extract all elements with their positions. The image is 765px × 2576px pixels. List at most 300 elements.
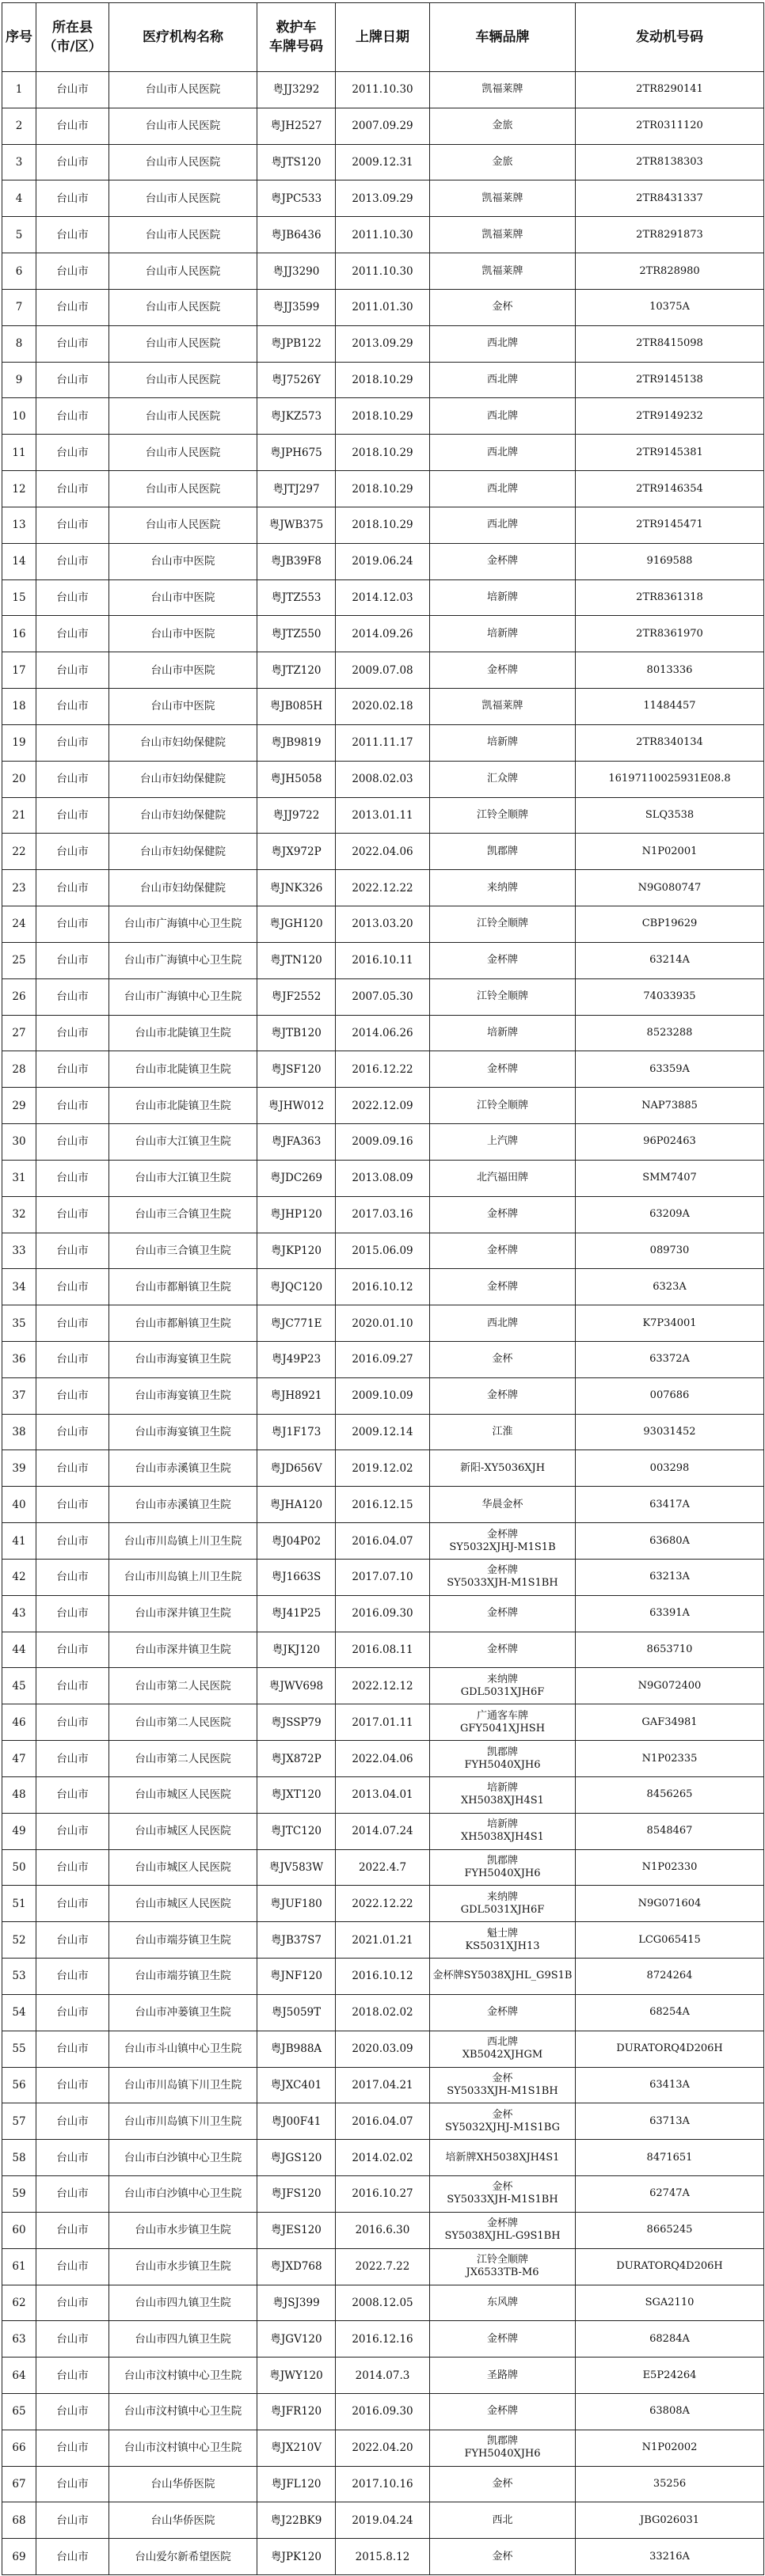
institution-cell: 台山市中医院 <box>109 616 257 652</box>
seq-cell: 50 <box>2 1849 36 1886</box>
seq-cell: 56 <box>2 2067 36 2103</box>
brand-cell: 金杯牌 SY5032XJHJ-M1S1B <box>430 1523 576 1560</box>
county-cell: 台山市 <box>36 1559 109 1595</box>
brand-cell: 金杯牌 <box>430 1595 576 1632</box>
seq-cell: 48 <box>2 1776 36 1813</box>
county-cell: 台山市 <box>36 2212 109 2248</box>
institution-cell: 台山市冲蒌镇卫生院 <box>109 1994 257 2031</box>
reg-date-cell: 2014.07.24 <box>336 1813 430 1849</box>
seq-cell: 4 <box>2 180 36 217</box>
reg-date-cell: 2013.08.09 <box>336 1160 430 1196</box>
county-cell: 台山市 <box>36 1959 109 1995</box>
table-row <box>2 2067 764 2103</box>
plate-cell: 粤JKP120 <box>257 1233 336 1269</box>
table-row <box>2 2502 764 2539</box>
institution-cell: 台山爱尔新希望医院 <box>109 2539 257 2575</box>
seq-cell: 24 <box>2 906 36 943</box>
brand-cell: 金杯牌 <box>430 1269 576 1305</box>
header-brand: 车辆品牌 <box>430 3 576 72</box>
engine-cell: 63359A <box>576 1051 764 1088</box>
brand-cell: 金杯牌 <box>430 543 576 579</box>
institution-cell: 台山市都斛镇卫生院 <box>109 1269 257 1305</box>
county-cell: 台山市 <box>36 398 109 435</box>
engine-cell: 089730 <box>576 1233 764 1269</box>
table-row <box>2 761 764 797</box>
county-cell: 台山市 <box>36 978 109 1015</box>
county-cell: 台山市 <box>36 1305 109 1342</box>
seq-cell: 69 <box>2 2539 36 2575</box>
county-cell: 台山市 <box>36 1994 109 2031</box>
plate-cell: 粤JNK326 <box>257 870 336 906</box>
institution-cell: 台山市白沙镇中心卫生院 <box>109 2140 257 2176</box>
seq-cell: 13 <box>2 507 36 543</box>
engine-cell: 63808A <box>576 2394 764 2430</box>
institution-cell: 台山市人民医院 <box>109 289 257 325</box>
reg-date-cell: 2016.10.11 <box>336 942 430 978</box>
seq-cell: 6 <box>2 253 36 290</box>
institution-cell: 台山市妇幼保健院 <box>109 724 257 761</box>
reg-date-cell: 2016.12.16 <box>336 2321 430 2358</box>
reg-date-cell: 2011.10.30 <box>336 72 430 108</box>
plate-cell: 粤JHA120 <box>257 1487 336 1523</box>
seq-cell: 27 <box>2 1015 36 1051</box>
seq-cell: 68 <box>2 2502 36 2539</box>
engine-cell: NAP73885 <box>576 1088 764 1124</box>
county-cell: 台山市 <box>36 253 109 290</box>
seq-cell: 7 <box>2 289 36 325</box>
reg-date-cell: 2019.06.24 <box>336 543 430 579</box>
table-row <box>2 1886 764 1922</box>
plate-cell: 粤JX972P <box>257 834 336 870</box>
table-row <box>2 689 764 725</box>
brand-cell: 金杯牌 <box>430 2321 576 2358</box>
table-row <box>2 1160 764 1196</box>
institution-cell: 台山市广海镇中心卫生院 <box>109 978 257 1015</box>
engine-cell: 62747A <box>576 2176 764 2213</box>
engine-cell: 2TR8138303 <box>576 144 764 180</box>
brand-cell: 西北牌 XB5042XJHGM <box>430 2031 576 2067</box>
county-cell: 台山市 <box>36 1595 109 1632</box>
engine-cell: 2TR9145138 <box>576 362 764 398</box>
plate-cell: 粤JB6436 <box>257 217 336 253</box>
plate-cell: 粤J7526Y <box>257 362 336 398</box>
reg-date-cell: 2009.09.16 <box>336 1124 430 1161</box>
seq-cell: 37 <box>2 1377 36 1414</box>
reg-date-cell: 2011.10.30 <box>336 217 430 253</box>
plate-cell: 粤JFS120 <box>257 2176 336 2213</box>
institution-cell: 台山市城区人民医院 <box>109 1849 257 1886</box>
county-cell: 台山市 <box>36 1523 109 1560</box>
brand-cell: 魁士牌 KS5031XJH13 <box>430 1922 576 1959</box>
table-row <box>2 1015 764 1051</box>
reg-date-cell: 2013.04.01 <box>336 1776 430 1813</box>
engine-cell: DURATORQ4D206H <box>576 2248 764 2285</box>
reg-date-cell: 2022.04.06 <box>336 834 430 870</box>
engine-cell: N1P02002 <box>576 2430 764 2466</box>
seq-cell: 8 <box>2 325 36 362</box>
county-cell: 台山市 <box>36 1704 109 1741</box>
header-engine: 发动机号码 <box>576 3 764 72</box>
seq-cell: 38 <box>2 1414 36 1450</box>
county-cell: 台山市 <box>36 2140 109 2176</box>
reg-date-cell: 2016.04.07 <box>336 1523 430 1560</box>
seq-cell: 22 <box>2 834 36 870</box>
table-row <box>2 2176 764 2213</box>
table-row <box>2 2321 764 2358</box>
brand-cell: 凯福莱牌 <box>430 253 576 290</box>
engine-cell: 2TR8431337 <box>576 180 764 217</box>
institution-cell: 台山市赤溪镇卫生院 <box>109 1487 257 1523</box>
engine-cell: K7P34001 <box>576 1305 764 1342</box>
plate-cell: 粤JPH675 <box>257 435 336 471</box>
table-row <box>2 942 764 978</box>
table-row <box>2 1341 764 1377</box>
engine-cell: 2TR9145471 <box>576 507 764 543</box>
engine-cell: 63680A <box>576 1523 764 1560</box>
engine-cell: JBG026031 <box>576 2502 764 2539</box>
seq-cell: 41 <box>2 1523 36 1560</box>
seq-cell: 12 <box>2 471 36 507</box>
county-cell: 台山市 <box>36 1341 109 1377</box>
seq-cell: 20 <box>2 761 36 797</box>
engine-cell: 63214A <box>576 942 764 978</box>
brand-cell: 金杯牌 <box>430 1377 576 1414</box>
brand-cell: 凯福莱牌 <box>430 217 576 253</box>
reg-date-cell: 2013.09.29 <box>336 325 430 362</box>
county-cell: 台山市 <box>36 1196 109 1233</box>
county-cell: 台山市 <box>36 1414 109 1450</box>
institution-cell: 台山市川岛镇下川卫生院 <box>109 2103 257 2140</box>
engine-cell: N9G071604 <box>576 1886 764 1922</box>
county-cell: 台山市 <box>36 761 109 797</box>
table-row <box>2 1051 764 1088</box>
seq-cell: 17 <box>2 652 36 689</box>
seq-cell: 47 <box>2 1741 36 1777</box>
engine-cell: GAF34981 <box>576 1704 764 1741</box>
engine-cell: N1P02330 <box>576 1849 764 1886</box>
brand-cell: 江铃全顺牌 <box>430 797 576 834</box>
engine-cell: 6323A <box>576 1269 764 1305</box>
institution-cell: 台山市川岛镇上川卫生院 <box>109 1523 257 1560</box>
reg-date-cell: 2017.01.11 <box>336 1704 430 1741</box>
engine-cell: 2TR8361970 <box>576 616 764 652</box>
brand-cell: 凯郡牌 FYH5040XJH6 <box>430 1849 576 1886</box>
brand-cell: 金杯牌 <box>430 942 576 978</box>
reg-date-cell: 2011.10.30 <box>336 253 430 290</box>
county-cell: 台山市 <box>36 834 109 870</box>
table-row <box>2 435 764 471</box>
plate-cell: 粤J04P02 <box>257 1523 336 1560</box>
institution-cell: 台山市人民医院 <box>109 253 257 290</box>
reg-date-cell: 2018.10.29 <box>336 362 430 398</box>
engine-cell: 2TR828980 <box>576 253 764 290</box>
seq-cell: 62 <box>2 2285 36 2321</box>
seq-cell: 31 <box>2 1160 36 1196</box>
seq-cell: 29 <box>2 1088 36 1124</box>
seq-cell: 23 <box>2 870 36 906</box>
table-row <box>2 1741 764 1777</box>
brand-cell: 圣路牌 <box>430 2358 576 2394</box>
engine-cell: 68284A <box>576 2321 764 2358</box>
engine-cell: 63213A <box>576 1559 764 1595</box>
institution-cell: 台山市深井镇卫生院 <box>109 1632 257 1668</box>
institution-cell: 台山市中医院 <box>109 689 257 725</box>
institution-cell: 台山市汶村镇中心卫生院 <box>109 2394 257 2430</box>
table-row <box>2 2248 764 2285</box>
seq-cell: 39 <box>2 1450 36 1487</box>
plate-cell: 粤JDC269 <box>257 1160 336 1196</box>
plate-cell: 粤JSF120 <box>257 1051 336 1088</box>
plate-cell: 粤JPC533 <box>257 180 336 217</box>
reg-date-cell: 2022.04.20 <box>336 2430 430 2466</box>
county-cell: 台山市 <box>36 289 109 325</box>
brand-cell: 北汽福田牌 <box>430 1160 576 1196</box>
table-row <box>2 1959 764 1995</box>
county-cell: 台山市 <box>36 543 109 579</box>
brand-cell: 汇众牌 <box>430 761 576 797</box>
institution-cell: 台山市汶村镇中心卫生院 <box>109 2430 257 2466</box>
engine-cell: 35256 <box>576 2466 764 2502</box>
brand-cell: 金杯 SY5032XJHJ-M1S1BG <box>430 2103 576 2140</box>
table-row <box>2 1487 764 1523</box>
plate-cell: 粤J1F173 <box>257 1414 336 1450</box>
seq-cell: 2 <box>2 108 36 144</box>
seq-cell: 55 <box>2 2031 36 2067</box>
county-cell: 台山市 <box>36 1886 109 1922</box>
institution-cell: 台山市广海镇中心卫生院 <box>109 942 257 978</box>
brand-cell: 凯福莱牌 <box>430 72 576 108</box>
plate-cell: 粤JFA363 <box>257 1124 336 1161</box>
plate-cell: 粤JNF120 <box>257 1959 336 1995</box>
reg-date-cell: 2016.10.27 <box>336 2176 430 2213</box>
reg-date-cell: 2007.09.29 <box>336 108 430 144</box>
brand-cell: 西北牌 <box>430 507 576 543</box>
plate-cell: 粤JJ3599 <box>257 289 336 325</box>
engine-cell: 16197110025931E08.8 <box>576 761 764 797</box>
engine-cell: 96P02463 <box>576 1124 764 1161</box>
engine-cell: 2TR8290141 <box>576 72 764 108</box>
brand-cell: 金杯牌 <box>430 652 576 689</box>
table-row <box>2 2103 764 2140</box>
engine-cell: SMM7407 <box>576 1160 764 1196</box>
county-cell: 台山市 <box>36 2103 109 2140</box>
seq-cell: 3 <box>2 144 36 180</box>
engine-cell: 2TR9145381 <box>576 435 764 471</box>
plate-cell: 粤JC771E <box>257 1305 336 1342</box>
reg-date-cell: 2009.10.09 <box>336 1377 430 1414</box>
engine-cell: 63372A <box>576 1341 764 1377</box>
reg-date-cell: 2013.09.29 <box>336 180 430 217</box>
table-row <box>2 108 764 144</box>
table-row <box>2 834 764 870</box>
seq-cell: 5 <box>2 217 36 253</box>
reg-date-cell: 2014.02.02 <box>336 2140 430 2176</box>
plate-cell: 粤JXC401 <box>257 2067 336 2103</box>
table-body <box>2 72 764 2575</box>
table-row <box>2 797 764 834</box>
county-cell: 台山市 <box>36 2539 109 2575</box>
engine-cell: 8523288 <box>576 1015 764 1051</box>
plate-cell: 粤JX872P <box>257 1741 336 1777</box>
brand-cell: 江铃全顺牌 JX6533TB-M6 <box>430 2248 576 2285</box>
institution-cell: 台山市人民医院 <box>109 144 257 180</box>
plate-cell: 粤JWY120 <box>257 2358 336 2394</box>
institution-cell: 台山市第二人民医院 <box>109 1741 257 1777</box>
institution-cell: 台山市中医院 <box>109 579 257 616</box>
table-row <box>2 144 764 180</box>
table-row <box>2 1196 764 1233</box>
header-plate: 救护车 车牌号码 <box>257 3 336 72</box>
county-cell: 台山市 <box>36 2358 109 2394</box>
brand-cell: 金杯牌 <box>430 1632 576 1668</box>
table-row <box>2 1994 764 2031</box>
institution-cell: 台山市大江镇卫生院 <box>109 1124 257 1161</box>
seq-cell: 58 <box>2 2140 36 2176</box>
table-row <box>2 2212 764 2248</box>
reg-date-cell: 2020.03.09 <box>336 2031 430 2067</box>
brand-cell: 西北牌 <box>430 471 576 507</box>
engine-cell: 93031452 <box>576 1414 764 1450</box>
brand-cell: 东风牌 <box>430 2285 576 2321</box>
plate-cell: 粤JXT120 <box>257 1776 336 1813</box>
county-cell: 台山市 <box>36 1088 109 1124</box>
plate-cell: 粤JPK120 <box>257 2539 336 2575</box>
reg-date-cell: 2009.12.31 <box>336 144 430 180</box>
brand-cell: 西北牌 <box>430 435 576 471</box>
brand-cell: 金旅 <box>430 108 576 144</box>
engine-cell: 8653710 <box>576 1632 764 1668</box>
engine-cell: 2TR8415098 <box>576 325 764 362</box>
institution-cell: 台山市海宴镇卫生院 <box>109 1341 257 1377</box>
reg-date-cell: 2022.12.09 <box>336 1088 430 1124</box>
seq-cell: 34 <box>2 1269 36 1305</box>
brand-cell: 凯郡牌 FYH5040XJH6 <box>430 1741 576 1777</box>
table-row <box>2 1305 764 1342</box>
table-row <box>2 579 764 616</box>
brand-cell: 凯福莱牌 <box>430 689 576 725</box>
plate-cell: 粤JJ3290 <box>257 253 336 290</box>
plate-cell: 粤JGV120 <box>257 2321 336 2358</box>
reg-date-cell: 2022.4.7 <box>336 1849 430 1886</box>
plate-cell: 粤J49P23 <box>257 1341 336 1377</box>
plate-cell: 粤JX210V <box>257 2430 336 2466</box>
county-cell: 台山市 <box>36 2394 109 2430</box>
seq-cell: 21 <box>2 797 36 834</box>
county-cell: 台山市 <box>36 2176 109 2213</box>
institution-cell: 台山市妇幼保健院 <box>109 834 257 870</box>
table-row <box>2 180 764 217</box>
institution-cell: 台山市人民医院 <box>109 398 257 435</box>
plate-cell: 粤JFR120 <box>257 2394 336 2430</box>
table-row <box>2 906 764 943</box>
plate-cell: 粤JH8921 <box>257 1377 336 1414</box>
brand-cell: 金杯牌 <box>430 2394 576 2430</box>
plate-cell: 粤JTB120 <box>257 1015 336 1051</box>
reg-date-cell: 2018.10.29 <box>336 507 430 543</box>
plate-cell: 粤JHW012 <box>257 1088 336 1124</box>
county-cell: 台山市 <box>36 507 109 543</box>
county-cell: 台山市 <box>36 1051 109 1088</box>
table-row <box>2 1124 764 1161</box>
brand-cell: 凯郡牌 FYH5040XJH6 <box>430 2430 576 2466</box>
plate-cell: 粤JTC120 <box>257 1813 336 1849</box>
plate-cell: 粤J41P25 <box>257 1595 336 1632</box>
county-cell: 台山市 <box>36 724 109 761</box>
seq-cell: 67 <box>2 2466 36 2502</box>
institution-cell: 台山市北陡镇卫生院 <box>109 1088 257 1124</box>
county-cell: 台山市 <box>36 1269 109 1305</box>
header-reg-date: 上牌日期 <box>336 3 430 72</box>
reg-date-cell: 2022.04.06 <box>336 1741 430 1777</box>
institution-cell: 台山市水步镇卫生院 <box>109 2212 257 2248</box>
engine-cell: 9169588 <box>576 543 764 579</box>
institution-cell: 台山市城区人民医院 <box>109 1776 257 1813</box>
brand-cell: 新阳-XY5036XJH <box>430 1450 576 1487</box>
brand-cell: 金杯牌 SY5038XJHL-G9S1BH <box>430 2212 576 2248</box>
seq-cell: 1 <box>2 72 36 108</box>
institution-cell: 台山市中医院 <box>109 543 257 579</box>
brand-cell: 来纳牌 <box>430 870 576 906</box>
reg-date-cell: 2007.05.30 <box>336 978 430 1015</box>
county-cell: 台山市 <box>36 2466 109 2502</box>
seq-cell: 59 <box>2 2176 36 2213</box>
institution-cell: 台山市人民医院 <box>109 507 257 543</box>
seq-cell: 11 <box>2 435 36 471</box>
plate-cell: 粤JUF180 <box>257 1886 336 1922</box>
brand-cell: 来纳牌 GDL5031XJH6F <box>430 1886 576 1922</box>
plate-cell: 粤JF2552 <box>257 978 336 1015</box>
seq-cell: 53 <box>2 1959 36 1995</box>
seq-cell: 35 <box>2 1305 36 1342</box>
header-institution: 医疗机构名称 <box>109 3 257 72</box>
engine-cell: 8548467 <box>576 1813 764 1849</box>
table-row <box>2 652 764 689</box>
institution-cell: 台山市城区人民医院 <box>109 1886 257 1922</box>
table-row <box>2 2430 764 2466</box>
institution-cell: 台山市深井镇卫生院 <box>109 1595 257 1632</box>
engine-cell: 8724264 <box>576 1959 764 1995</box>
plate-cell: 粤JB988A <box>257 2031 336 2067</box>
institution-cell: 台山市四九镇卫生院 <box>109 2285 257 2321</box>
table-row <box>2 543 764 579</box>
engine-cell: 33216A <box>576 2539 764 2575</box>
plate-cell: 粤JGH120 <box>257 906 336 943</box>
institution-cell: 台山市人民医院 <box>109 325 257 362</box>
ambulance-registry <box>2 2 763 2575</box>
institution-cell: 台山市妇幼保健院 <box>109 870 257 906</box>
county-cell: 台山市 <box>36 1233 109 1269</box>
table-row <box>2 1233 764 1269</box>
seq-cell: 44 <box>2 1632 36 1668</box>
county-cell: 台山市 <box>36 1124 109 1161</box>
reg-date-cell: 2016.10.12 <box>336 1269 430 1305</box>
engine-cell: 8456265 <box>576 1776 764 1813</box>
brand-cell: 金杯 SY5033XJH-M1S1BH <box>430 2176 576 2213</box>
institution-cell: 台山市第二人民医院 <box>109 1668 257 1704</box>
seq-cell: 18 <box>2 689 36 725</box>
reg-date-cell: 2019.12.02 <box>336 1450 430 1487</box>
table-row <box>2 507 764 543</box>
table-row <box>2 978 764 1015</box>
reg-date-cell: 2016.12.22 <box>336 1051 430 1088</box>
table-row <box>2 1559 764 1595</box>
brand-cell: 金杯牌 <box>430 1233 576 1269</box>
engine-cell: 2TR9146354 <box>576 471 764 507</box>
reg-date-cell: 2011.01.30 <box>336 289 430 325</box>
county-cell: 台山市 <box>36 1160 109 1196</box>
institution-cell: 台山市广海镇中心卫生院 <box>109 906 257 943</box>
institution-cell: 台山市白沙镇中心卫生院 <box>109 2176 257 2213</box>
